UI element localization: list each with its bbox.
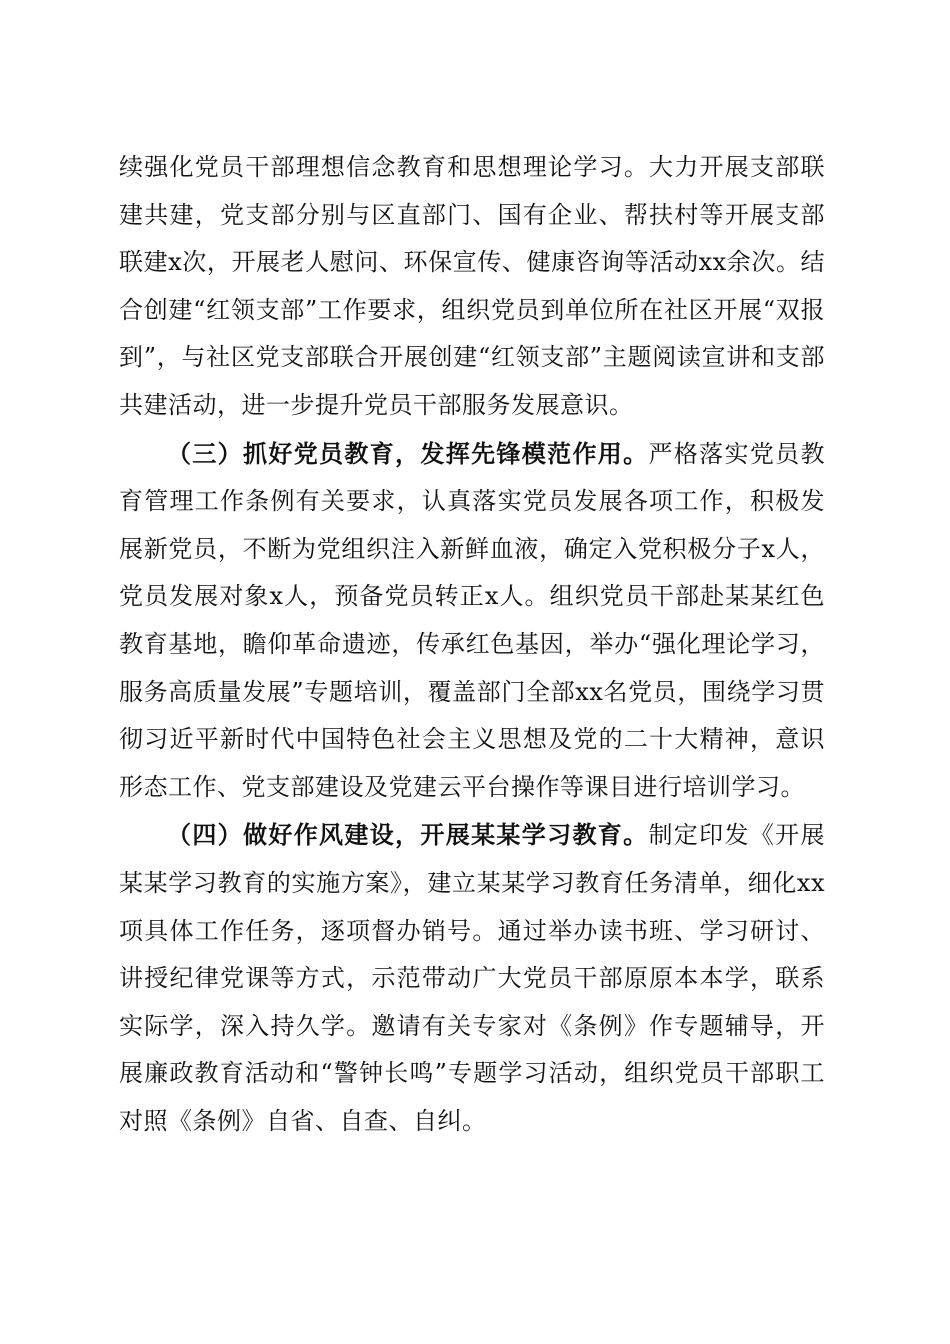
- paragraph-section-4: [119, 811, 825, 1145]
- paragraph-text: 严格落实党员教育管理工作条例有关要求，认真落实党员发展各项工作，积极发展新党员，不断为党组织注入新鲜血液，确定入党积极分子x人，党员发展对象x人，预备党员转正x人。组织党员干部赴某某红色教育基地，瞻仰革命遗迹，传承红色基因，举办“强化理论学习，服务高质量发展”专题培训，覆盖部门全部xx名党员，围绕学习贯彻习近平新时代中国特色社会主义思想及党的二十大精神，意识形态工作、党支部建设及党建云平台操作等课目进行培训学习。: [119, 439, 826, 801]
- paragraph-text: 续强化党员干部理想信念教育和思想理论学习。大力开展支部联建共建，党支部分别与区直部门、国有企业、帮扶村等开展支部联建x次，开展老人慰问、环保宣传、健康咨询等活动xx余次。结合创建“红领支部”工作要求，组织党员到单位所在社区开展“双报到”，与社区党支部联合开展创建“红领支部”主题阅读宣讲和支部共建活动，进一步提升党员干部服务发展意识。: [119, 153, 825, 419]
- document-body: [119, 144, 825, 1145]
- paragraph-section-3: [119, 430, 825, 812]
- section-heading: （三）抓好党员教育，发挥先锋模范作用。: [167, 438, 649, 468]
- section-heading: （四）做好作风建设，开展某某学习教育。: [167, 820, 649, 850]
- paragraph-text: 制定印发《开展某某学习教育的实施方案》，建立某某学习教育任务清单，细化xx项具体工作任务，逐项督办销号。通过举办读书班、学习研讨、讲授纪律党课等方式，示范带动广大党员干部原原本本学，联系实际学，深入持久学。邀请有关专家对《条例》作专题辅导，开展廉政教育活动和“警钟长鸣”专题学习活动，组织党员干部职工对照《条例》自省、自查、自纠。: [119, 821, 826, 1135]
- paragraph-continuation: [119, 144, 825, 430]
